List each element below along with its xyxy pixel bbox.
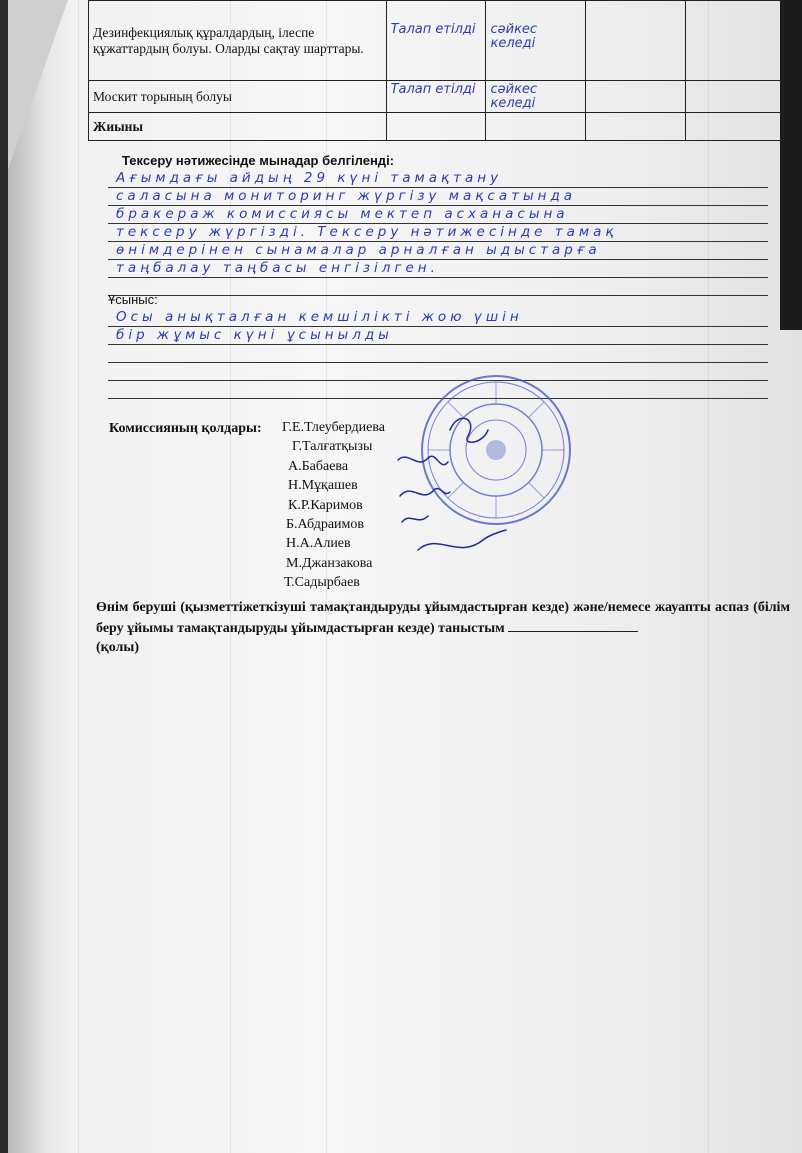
findings-label: Тексеру нәтижесінде мынадар белгіленді: (122, 153, 395, 168)
member-name: Н.А.Алиев (286, 536, 351, 552)
recommendation-line (108, 326, 768, 345)
handwritten-text: бракераж комиссиясы мектеп асханасына (116, 206, 569, 222)
handwritten-text: бір жұмыс күні ұсынылды (116, 327, 393, 343)
findings-line (108, 205, 768, 224)
signature-line (508, 617, 638, 632)
handwritten-text: таңбалау таңбасы енгізілген. (116, 260, 439, 276)
empty-cell (586, 1, 686, 81)
table-row (89, 81, 784, 113)
findings-line (108, 223, 768, 242)
handwritten-status: Талап етілді (386, 1, 486, 81)
findings-line (108, 259, 768, 278)
scan-streak (78, 0, 79, 1153)
findings-line (108, 169, 768, 188)
commission-signatures-label: Комиссияның қолдары: (109, 421, 262, 436)
member-name: Г.Талғатқызы (292, 439, 373, 455)
inspection-table (88, 0, 784, 141)
handwritten-status: Талап етілді (386, 81, 486, 113)
recommendation-label: Ұсыныс: (108, 292, 158, 307)
handwritten-text: өнімдерінен сынамалар арналған ыдыстарға (116, 242, 601, 258)
table-row (89, 1, 784, 81)
empty-cell (586, 81, 686, 113)
member-name: М.Джанзакова (286, 555, 373, 571)
findings-line (108, 187, 768, 206)
member-name: Т.Садырбаев (284, 575, 360, 591)
signature-scribbles (388, 400, 508, 580)
empty-cell (486, 113, 586, 141)
handwritten-text: тексеру жүргізді. Тексеру нәтижесінде тамақ (116, 224, 618, 240)
handwritten-status: сәйкес келеді (486, 81, 586, 113)
findings-section (108, 153, 768, 293)
handwritten-text: Осы анықталған кемшілікті жою үшін (116, 309, 523, 325)
member-name: К.Р.Каримов (288, 497, 363, 513)
page-shadow (8, 0, 48, 1153)
document-page (8, 0, 802, 1153)
recommendation-line (108, 344, 768, 363)
findings-line (108, 241, 768, 260)
member-name: Б.Абдраимов (286, 517, 365, 533)
empty-cell (686, 113, 784, 141)
row-label: Москит торының болуы (89, 81, 387, 113)
commission-names (282, 418, 385, 593)
empty-cell (586, 113, 686, 141)
handwritten-text: Ағымдағы айдың 29 күні тамақтану (116, 170, 503, 186)
member-name: Г.Е.Тлеубердиева (282, 420, 386, 435)
recommendation-line (108, 308, 768, 327)
page-fold (8, 0, 68, 170)
empty-cell (686, 81, 784, 113)
handwritten-status: сәйкес келеді (486, 1, 586, 81)
member-name: А.Бабаева (288, 458, 349, 474)
row-label: Дезинфекциялық құралдардың, ілеспе құжаттардың болуы. Оларды сақтау шарттары. (89, 1, 387, 81)
empty-cell (386, 113, 486, 141)
empty-cell (686, 1, 784, 81)
table-row (89, 113, 784, 141)
row-label-total: Жиыны (89, 113, 387, 141)
signature-caption: (қолы) (96, 640, 139, 655)
acknowledgement-text: Өнім беруші (қызметтіжеткізуші тамақтандыруды ұйымдастырған кезде) және/немесе жауапты аспаз (білім беру ұйымы тамақтандыруды ұйымдастырған кезде) таныстым (96, 600, 790, 636)
handwritten-text: саласына мониторинг жүргізу мақсатында (116, 188, 577, 204)
member-name: Н.Мұқашев (288, 478, 358, 494)
acknowledgement-paragraph (96, 598, 790, 657)
